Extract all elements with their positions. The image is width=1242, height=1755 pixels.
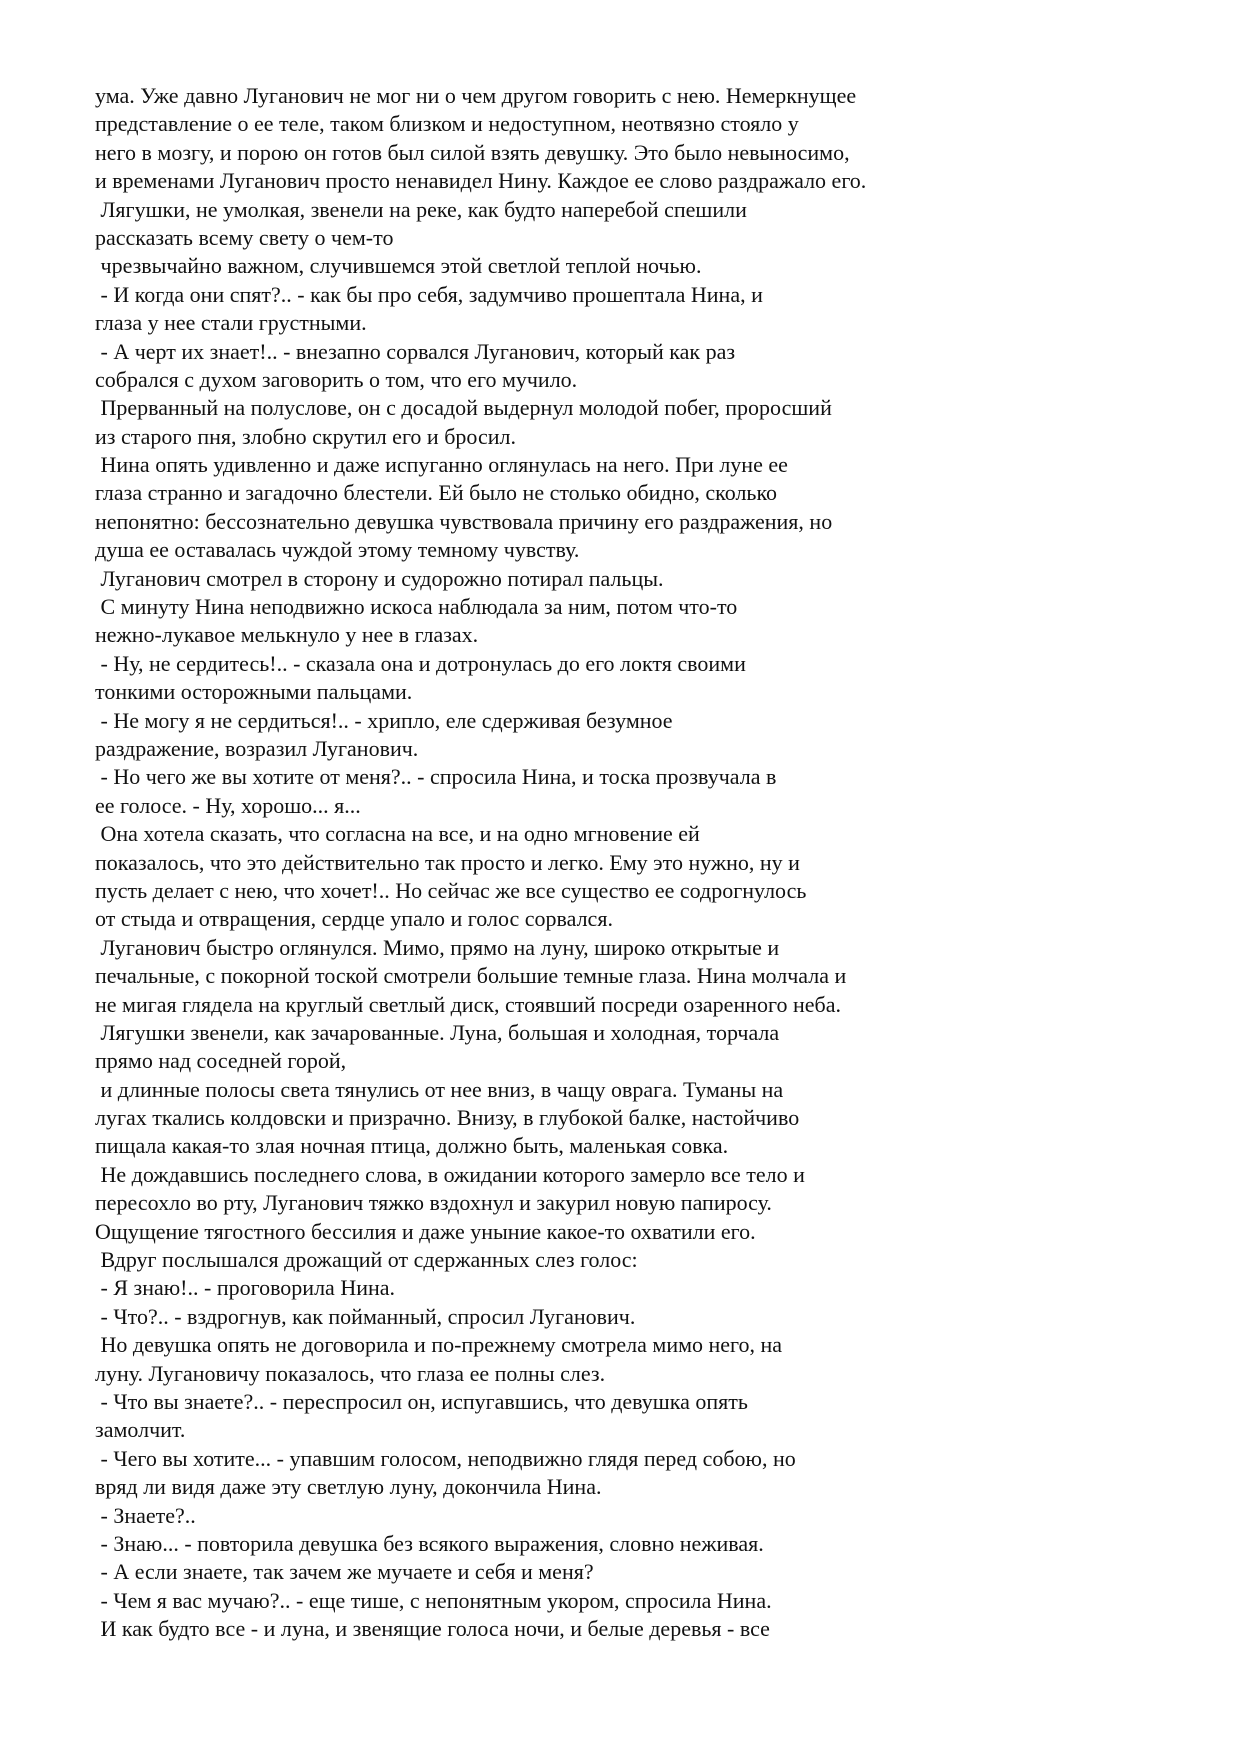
text-line: и временами Луганович просто ненавидел Нину. Каждое ее слово раздражало его. [95, 168, 867, 194]
text-line: - Ну, не сердитесь!.. - сказала она и дотронулась до его локтя своими [95, 650, 746, 676]
text-line: замолчит. [95, 1417, 186, 1443]
text-line: - Я знаю!.. - проговорила Нина. [95, 1275, 396, 1301]
text-line: Вдруг послышался дрожащий от сдержанных слез голос: [95, 1247, 638, 1273]
text-line: Но девушка опять не договорила и по-прежнему смотрела мимо него, на [95, 1332, 783, 1358]
text-line: Лягушки, не умолкая, звенели на реке, как будто наперебой спешили [95, 196, 747, 222]
text-line: вряд ли видя даже эту светлую луну, докончила Нина. [95, 1474, 602, 1500]
text-line: глаза у нее стали грустными. [95, 310, 367, 336]
text-line: лугах ткались колдовски и призрачно. Внизу, в глубокой балке, настойчиво [95, 1105, 800, 1131]
text-line: - Что вы знаете?.. - переспросил он, испугавшись, что девушка опять [95, 1388, 748, 1414]
text-line: душа ее оставалась чуждой этому темному чувству. [95, 537, 580, 563]
text-line: луну. Лугановичу показалось, что глаза ее полны слез. [95, 1360, 606, 1386]
text-line: - Чем я вас мучаю?.. - еще тише, с непонятным укором, спросила Нина. [95, 1587, 772, 1613]
text-line: не мигая глядела на круглый светлый диск, стоявший посреди озаренного неба. [95, 991, 841, 1017]
text-line: пищала какая-то злая ночная птица, должно быть, маленькая совка. [95, 1133, 729, 1159]
text-line: собрался с духом заговорить о том, что его мучило. [95, 366, 578, 392]
text-line: тонкими осторожными пальцами. [95, 679, 413, 705]
text-line: Лягушки звенели, как зачарованные. Луна, большая и холодная, торчала [95, 1019, 780, 1045]
text-body [95, 82, 1195, 1643]
text-line: Ощущение тягостного бессилия и даже уныние какое-то охватили его. [95, 1218, 756, 1244]
text-line: непонятно: бессознательно девушка чувствовала причину его раздражения, но [95, 508, 833, 534]
text-line: Не дождавшись последнего слова, в ожидании которого замерло все тело и [95, 1161, 805, 1187]
text-line: - Знаете?.. [95, 1502, 196, 1528]
text-line: глаза странно и загадочно блестели. Ей было не столько обидно, сколько [95, 480, 778, 506]
text-line: Она хотела сказать, что согласна на все, и на одно мгновение ей [95, 821, 700, 847]
text-line: от стыда и отвращения, сердце упало и голос сорвался. [95, 906, 613, 932]
text-line: раздражение, возразил Луганович. [95, 735, 419, 761]
text-line: из старого пня, злобно скрутил его и бросил. [95, 423, 516, 449]
text-line: печальные, с покорной тоской смотрели большие темные глаза. Нина молчала и [95, 963, 847, 989]
text-line: - А если знаете, так зачем же мучаете и себя и меня? [95, 1559, 594, 1585]
text-line: него в мозгу, и порою он готов был силой взять девушку. Это было невыносимо, [95, 139, 850, 165]
text-line: - Не могу я не сердиться!.. - хрипло, еле сдерживая безумное [95, 707, 673, 733]
text-line: - Но чего же вы хотите от меня?.. - спросила Нина, и тоска прозвучала в [95, 764, 777, 790]
text-line: Прерванный на полуслове, он с досадой выдернул молодой побег, проросший [95, 395, 832, 421]
text-line: С минуту Нина неподвижно искоса наблюдала за ним, потом что-то [95, 594, 738, 620]
text-line: Нина опять удивленно и даже испуганно оглянулась на него. При луне ее [95, 452, 788, 478]
text-line: представление о ее теле, таком близком и недоступном, неотвязно стояло у [95, 111, 799, 137]
text-line: Луганович смотрел в сторону и судорожно потирал пальцы. [95, 565, 664, 591]
text-line: пусть делает с нею, что хочет!.. Но сейчас же все существо ее содрогнулось [95, 877, 807, 903]
text-line: ума. Уже давно Луганович не мог ни о чем другом говорить с нею. Немеркнущее [95, 83, 857, 108]
text-line: показалось, что это действительно так просто и легко. Ему это нужно, ну и [95, 849, 800, 875]
text-line: - Чего вы хотите... - упавшим голосом, неподвижно глядя перед собою, но [95, 1445, 796, 1471]
text-line: - Знаю... - повторила девушка без всякого выражения, словно неживая. [95, 1530, 764, 1556]
text-line: И как будто все - и луна, и звенящие голоса ночи, и белые деревья - все [95, 1616, 770, 1642]
text-line: пересохло во рту, Луганович тяжко вздохнул и закурил новую папиросу. [95, 1190, 772, 1216]
text-line: Луганович быстро оглянулся. Мимо, прямо на луну, широко открытые и [95, 934, 780, 960]
text-line: - А черт их знает!.. - внезапно сорвался Луганович, который как раз [95, 338, 736, 364]
text-line: чрезвычайно важном, случившемся этой светлой теплой ночью. [95, 253, 702, 279]
text-line: нежно-лукавое мелькнуло у нее в глазах. [95, 622, 479, 648]
text-line: ее голосе. - Ну, хорошо... я... [95, 792, 361, 818]
text-line: - Что?.. - вздрогнув, как пойманный, спросил Луганович. [95, 1303, 636, 1329]
text-line: и длинные полосы света тянулись от нее вниз, в чащу оврага. Туманы на [95, 1076, 784, 1102]
text-line: - И когда они спят?.. - как бы про себя, задумчиво прошептала Нина, и [95, 281, 763, 307]
text-line: рассказать всему свету о чем-то [95, 224, 394, 250]
text-line: прямо над соседней горой, [95, 1048, 347, 1074]
